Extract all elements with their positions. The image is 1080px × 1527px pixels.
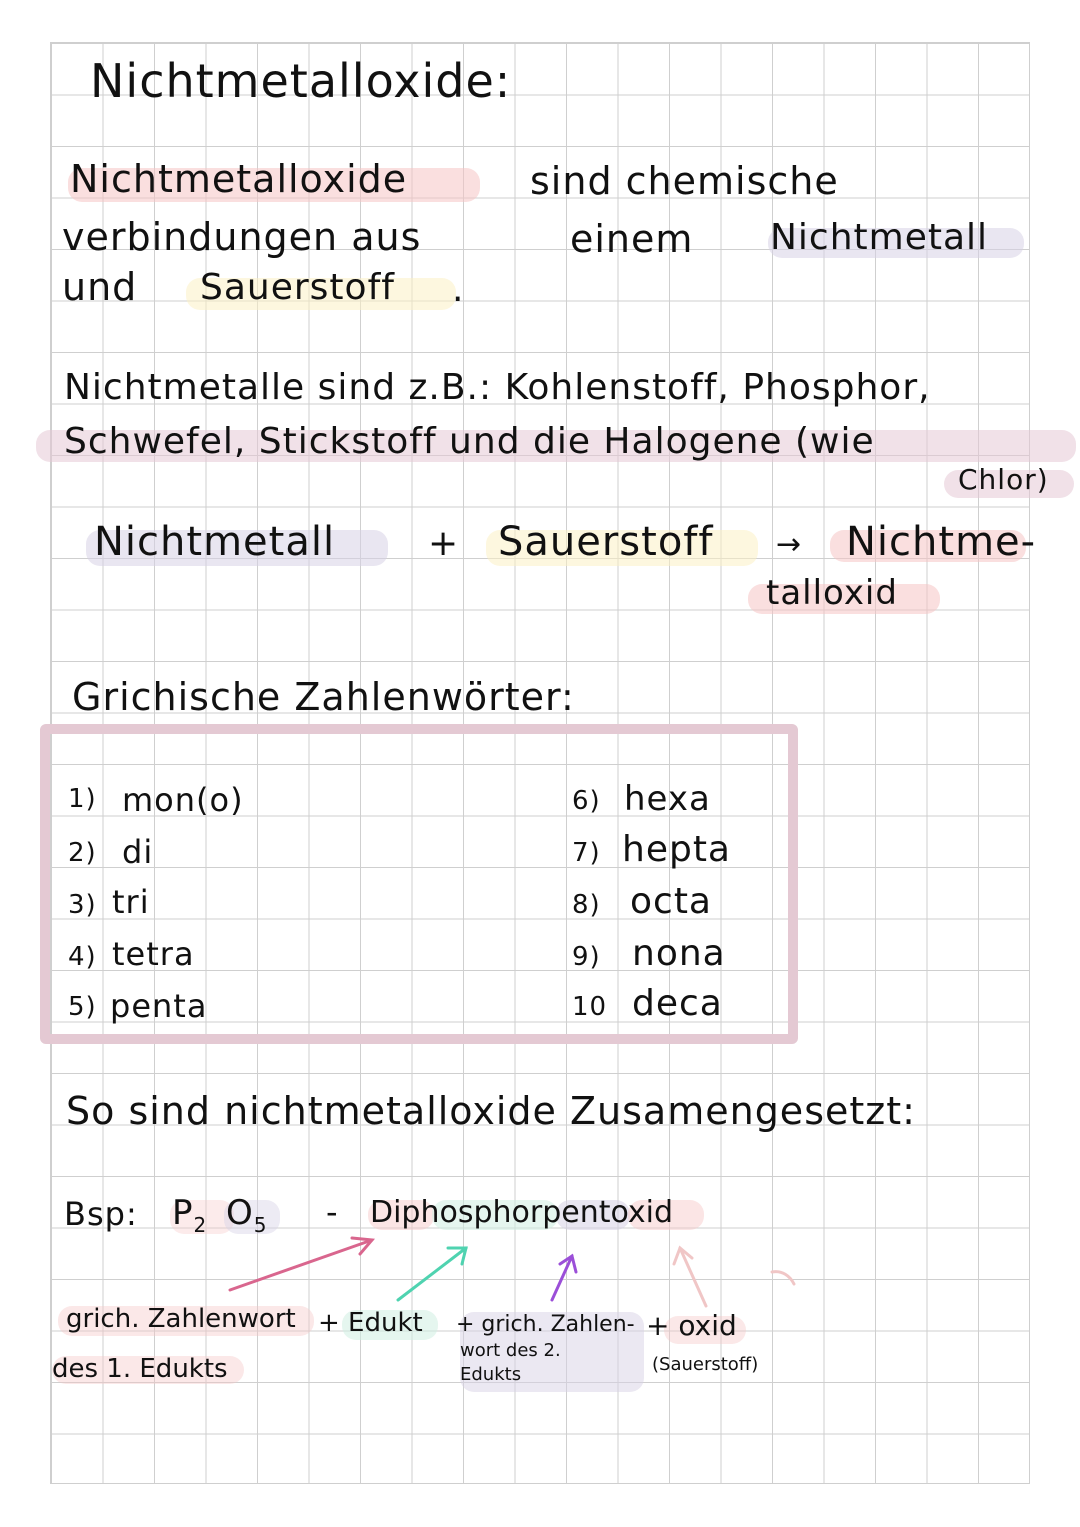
arrow-violet — [552, 1256, 576, 1300]
formula-p: P — [172, 1193, 194, 1233]
part-3-line-3: Edukts — [460, 1364, 522, 1385]
arrow-light — [674, 1248, 794, 1306]
part-1-line-2: des 1. Edukts — [52, 1354, 228, 1384]
example-label: Bsp: — [64, 1195, 138, 1233]
definition-text-3: einem — [570, 217, 694, 261]
equation-product-line-2: talloxid — [766, 573, 898, 613]
examples-line-1: Nichtmetalle sind z.B.: Kohlenstoff, Phosphor, — [64, 367, 931, 408]
numeral-number: 7) — [572, 838, 601, 868]
part-3-line-1: + grich. Zahlen- — [456, 1312, 635, 1337]
numeral-word: nona — [632, 933, 726, 974]
examples-line-3: Chlor) — [958, 463, 1049, 496]
numeral-number: 4) — [68, 942, 97, 972]
composition-heading: So sind nichtmetalloxide Zusamengesetzt: — [66, 1089, 916, 1133]
numeral-word: di — [122, 833, 154, 871]
numeral-word: octa — [630, 881, 712, 922]
numerals-heading: Grichische Zahlenwörter: — [72, 675, 575, 719]
formula-o-subscript: 5 — [253, 1212, 268, 1237]
numeral-number: 10 — [572, 992, 608, 1022]
numeral-number: 2) — [68, 838, 97, 868]
equation-arrow: → — [776, 527, 803, 562]
definition-text-1: sind chemische — [530, 159, 839, 203]
part-2: + Edukt — [318, 1308, 423, 1338]
numeral-word: deca — [632, 983, 723, 1024]
equation-reactant-sauerstoff: Sauerstoff — [498, 519, 714, 565]
numeral-number: 5) — [68, 992, 97, 1022]
arrow-pink — [230, 1238, 372, 1290]
numeral-number: 9) — [572, 942, 601, 972]
numeral-word: tetra — [112, 935, 195, 973]
definition-text-2: verbindungen aus — [62, 215, 422, 259]
numeral-word: mon(o) — [122, 781, 244, 819]
part-1-line-1: grich. Zahlenwort — [66, 1304, 296, 1334]
definition-word-nichtmetall: Nichtmetall — [770, 217, 989, 258]
part-4-note: (Sauerstoff) — [652, 1354, 759, 1375]
numeral-number: 3) — [68, 890, 97, 920]
page-title: Nichtmetalloxide: — [90, 54, 512, 108]
equation-product-line-1: Nichtme- — [846, 519, 1037, 565]
definition-text-4: und — [62, 265, 138, 309]
formula-p-subscript: 2 — [193, 1212, 208, 1237]
definition-word-sauerstoff: Sauerstoff — [200, 267, 395, 308]
definition-period: . — [452, 269, 465, 310]
numeral-word: hepta — [622, 829, 731, 870]
equation-reactant-nichtmetall: Nichtmetall — [94, 519, 336, 565]
numeral-number: 6) — [572, 786, 601, 816]
arrow-green — [398, 1248, 466, 1300]
numeral-word: hexa — [624, 779, 711, 819]
numeral-word: tri — [112, 883, 150, 921]
formula-dash: - — [326, 1193, 339, 1231]
numeral-number: 1) — [68, 784, 97, 814]
numeral-number: 8) — [572, 890, 601, 920]
part-4: + oxid — [646, 1309, 737, 1342]
compound-name: Diphosphorpentoxid — [370, 1195, 674, 1230]
definition-word-nichtmetalloxide: Nichtmetalloxide — [70, 157, 408, 201]
numeral-word: penta — [110, 987, 208, 1025]
formula-o: O — [226, 1193, 254, 1233]
equation-plus: + — [428, 523, 460, 564]
part-3-line-2: wort des 2. — [460, 1340, 561, 1361]
examples-line-2: Schwefel, Stickstoff und die Halogene (wie — [64, 421, 875, 462]
